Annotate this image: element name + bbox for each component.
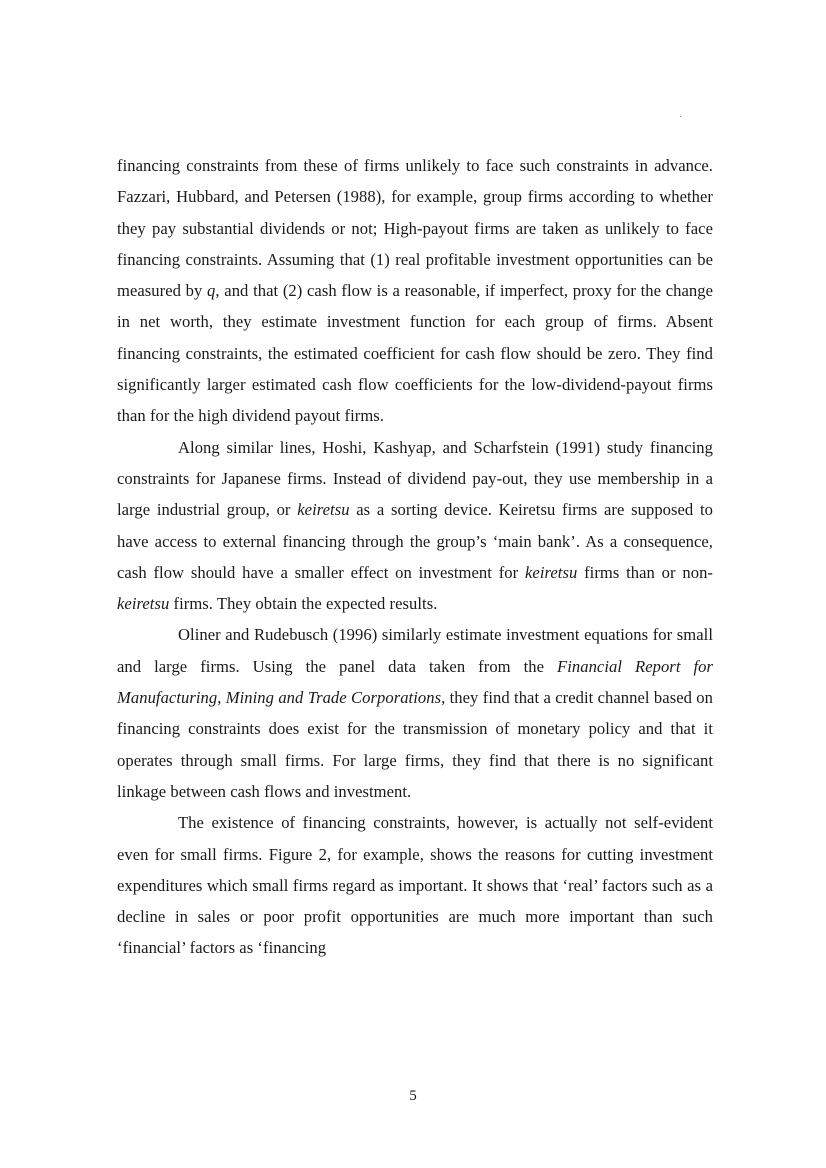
italic-text-segment: q: [207, 281, 216, 301]
paragraph: [117, 807, 713, 963]
text-segment: financing constraints from these of firms unlikely to face such constraints in advance. Fazzari, Hubbard, and Petersen (1988), for example, group firms according to whether they pay substantial dividends or not; High-payout firms are taken as unlikely to face financing constraints. Assuming that (1) real profitable investment opportunities can be measured by: [117, 156, 713, 301]
text-segment: Oliner and Rudebusch (1996) similarly estimate investment equations for small and large firms. Using the panel data taken from the: [117, 625, 713, 676]
italic-text-segment: Financial Report for Manufacturing, Mining and Trade Corporations: [117, 656, 713, 708]
italic-text-segment: keiretsu: [117, 594, 170, 614]
text-segment: firms. They obtain the expected results.: [169, 594, 438, 614]
paragraph: [117, 150, 713, 432]
text-segment: as a sorting device. Keiretsu firms are supposed to have access to external financing through the group’s ‘main bank’. As a consequence, cash flow should have a smaller effect on investment for: [117, 500, 714, 582]
page-number: 5: [409, 1088, 417, 1104]
scan-artifact-dot: [680, 116, 681, 117]
text-segment: firms than or non-: [577, 562, 713, 582]
text-segment: , and that (2) cash flow is a reasonable, if imperfect, proxy for the change in net worth, they estimate investment function for each group of firms. Absent financing constraints, the estimated coefficient for cash flow should be zero. They find significantly larger estimated cash flow coefficients for the low-dividend-payout firms than for the high dividend payout firms.: [117, 281, 713, 426]
paragraph: [117, 432, 713, 620]
italic-text-segment: keiretsu: [525, 562, 578, 582]
text-segment: Along similar lines, Hoshi, Kashyap, and Scharfstein (1991) study financing constraints for Japanese firms. Instead of dividend pay-out, they use membership in a large industrial group, or: [117, 437, 713, 520]
text-segment: The existence of financing constraints, however, is actually not self-evident even for small firms. Figure 2, for example, shows the reasons for cutting investment expenditures which small firms regard as important. It shows that ‘real’ factors such as a decline in sales or poor profit opportunities are much more important than such ‘financial’ factors as ‘financing: [117, 813, 713, 958]
paragraph: [117, 619, 713, 807]
text-segment: , they find that a credit channel based on financing constraints does exist for the transmission of monetary policy and that it operates through small firms. For large firms, they find that there is no significant linkage between cash flows and investment.: [117, 688, 713, 801]
body-text: [117, 150, 713, 964]
italic-text-segment: keiretsu: [297, 500, 350, 520]
